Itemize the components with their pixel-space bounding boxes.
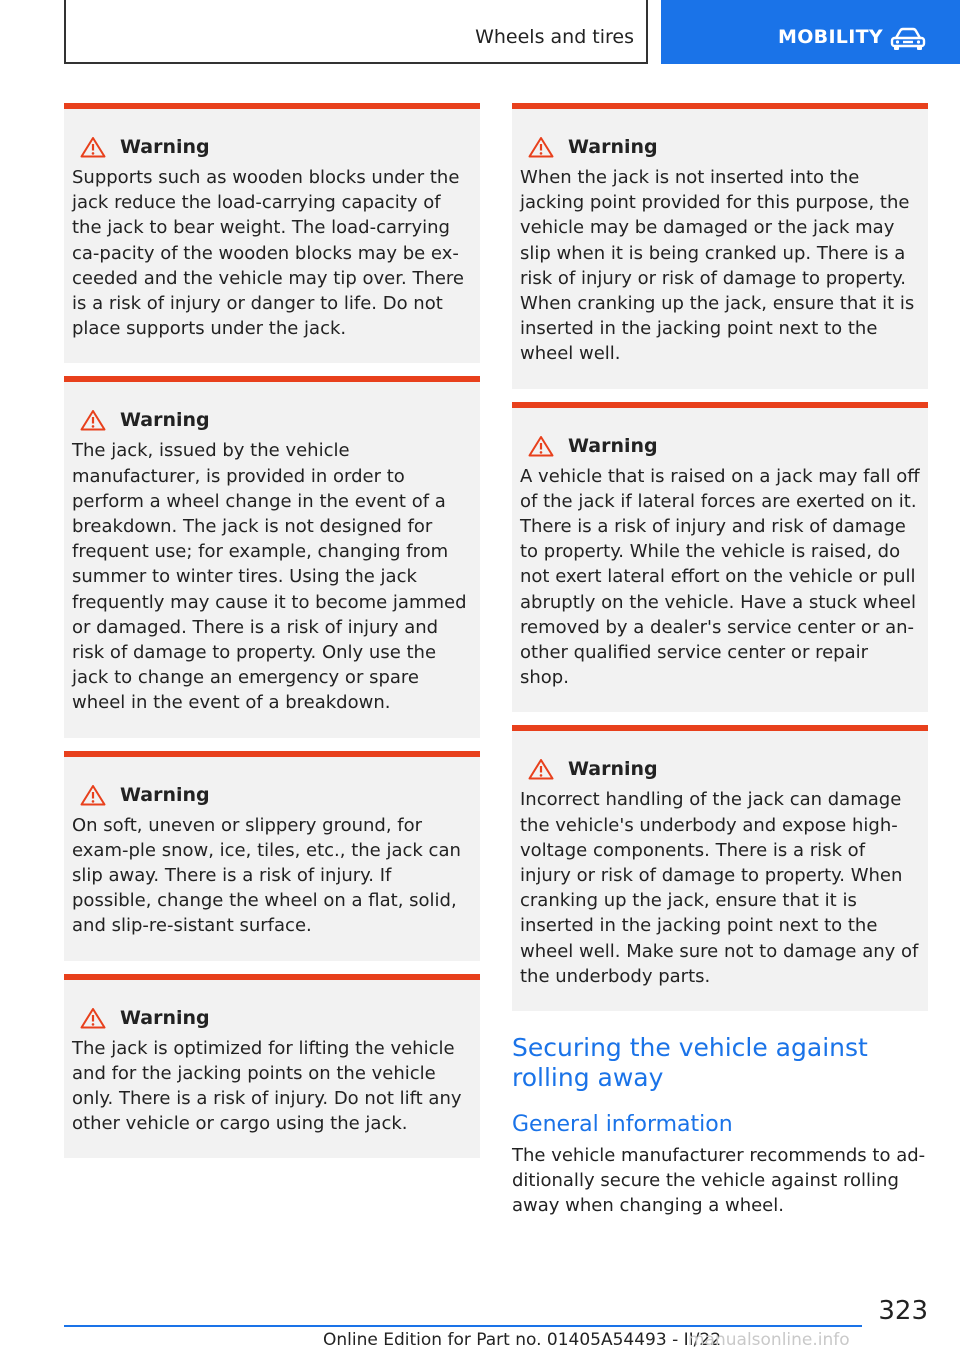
header-chapter-tab	[661, 0, 960, 64]
warning-box	[512, 402, 928, 713]
warning-triangle-icon	[80, 409, 106, 431]
warning-text: A vehicle that is raised on a jack may fall off of the jack if lateral forces are exerted on it. There is a risk of injury and risk of damage to property. While the vehicle is raised, do not exert lateral effort on the vehicle or pull abruptly on the vehicle. Have a stuck wheel removed by a dealer's service center or an-other qualified service center or repair shop.	[520, 465, 920, 689]
header-chapter-title: MOBILITY	[778, 26, 883, 48]
watermark: manualsonline.info	[688, 1330, 850, 1350]
left-column	[64, 103, 480, 1171]
warning-triangle-icon	[80, 1007, 106, 1029]
warning-header	[72, 135, 472, 159]
warning-header	[72, 408, 472, 432]
footer-edition-text: Online Edition for Part no. 01405A54493 - II/22	[323, 1330, 722, 1350]
warning-text: Incorrect handling of the jack can damage the vehicle's underbody and expose high-voltage components. There is a risk of injury or risk of damage to property. When cranking up the jack, ensure that it is inserted in the jacking point next to the wheel well. Make sure not to damage any of the underbody parts.	[520, 789, 919, 987]
subsection-heading: General information	[512, 1112, 733, 1138]
warning-title: Warning	[120, 136, 210, 158]
warning-title: Warning	[120, 1006, 210, 1029]
warning-box	[512, 103, 928, 389]
header-section-title: Wheels and tires	[475, 26, 634, 48]
section-heading: Securing the vehicle against rolling away	[512, 1033, 868, 1093]
car-icon	[890, 27, 926, 51]
warning-box	[64, 974, 480, 1159]
warning-triangle-icon	[528, 136, 554, 158]
right-column	[512, 103, 928, 1219]
warning-text: When the jack is not inserted into the jacking point provided for this purpose, the vehicle may be damaged or the jack may slip when it is being cranked up. There is a risk of injury or risk of damage to property. When cranking up the jack, ensure that it is inserted in the jacking point next to the wheel well.	[520, 167, 915, 365]
warning-text: On soft, uneven or slippery ground, for exam-ple snow, ice, tiles, etc., the jack can slip away. There is a risk of injury. If possible, change the wheel on a flat, solid, and slip-re-sistant surface.	[72, 814, 461, 937]
body-paragraph: The vehicle manufacturer recommends to ad-ditionally secure the vehicle against rolling away when changing a wheel.	[512, 1145, 926, 1217]
warning-triangle-icon	[80, 784, 106, 806]
warning-title: Warning	[120, 409, 210, 432]
header-section-tab	[64, 0, 648, 64]
warning-box	[512, 725, 928, 1011]
warning-triangle-icon	[528, 758, 554, 780]
warning-triangle-icon	[528, 435, 554, 457]
warning-box	[64, 376, 480, 737]
warning-text: The jack is optimized for lifting the vehicle and for the jacking points on the vehicle only. There is a risk of injury. Do not lift any other vehicle or cargo using the jack.	[72, 1037, 462, 1135]
warning-header	[72, 1006, 472, 1030]
warning-title: Warning	[568, 758, 658, 781]
warning-box	[64, 751, 480, 961]
footer-divider	[64, 1325, 862, 1327]
warning-header	[520, 434, 920, 458]
warning-title: Warning	[568, 136, 658, 158]
warning-triangle-icon	[80, 136, 106, 158]
warning-header	[72, 783, 472, 807]
warning-header	[520, 757, 920, 781]
warning-text: Supports such as wooden blocks under the jack reduce the load-carrying capacity of the jack to bear weight. The load-carrying ca-pacity of the wooden blocks may be ex-ceeded and the vehicle may tip over. There is a risk of injury or danger to life. Do not place supports under the jack.	[72, 167, 465, 340]
page-number: 323	[878, 1296, 928, 1326]
warning-text: The jack, issued by the vehicle manufacturer, is provided in order to perform a wheel change in the event of a breakdown. The jack is not designed for frequent use; for example, changing from summer to winter tires. Using the jack frequently may cause it to become jammed or damaged. There is a risk of injury and risk of damage to property. Only use the jack to change an emergency or spare wheel in the event of a breakdown.	[72, 440, 467, 714]
warning-box	[64, 103, 480, 363]
warning-header	[520, 135, 920, 159]
warning-title: Warning	[568, 434, 658, 457]
warning-title: Warning	[120, 783, 210, 806]
